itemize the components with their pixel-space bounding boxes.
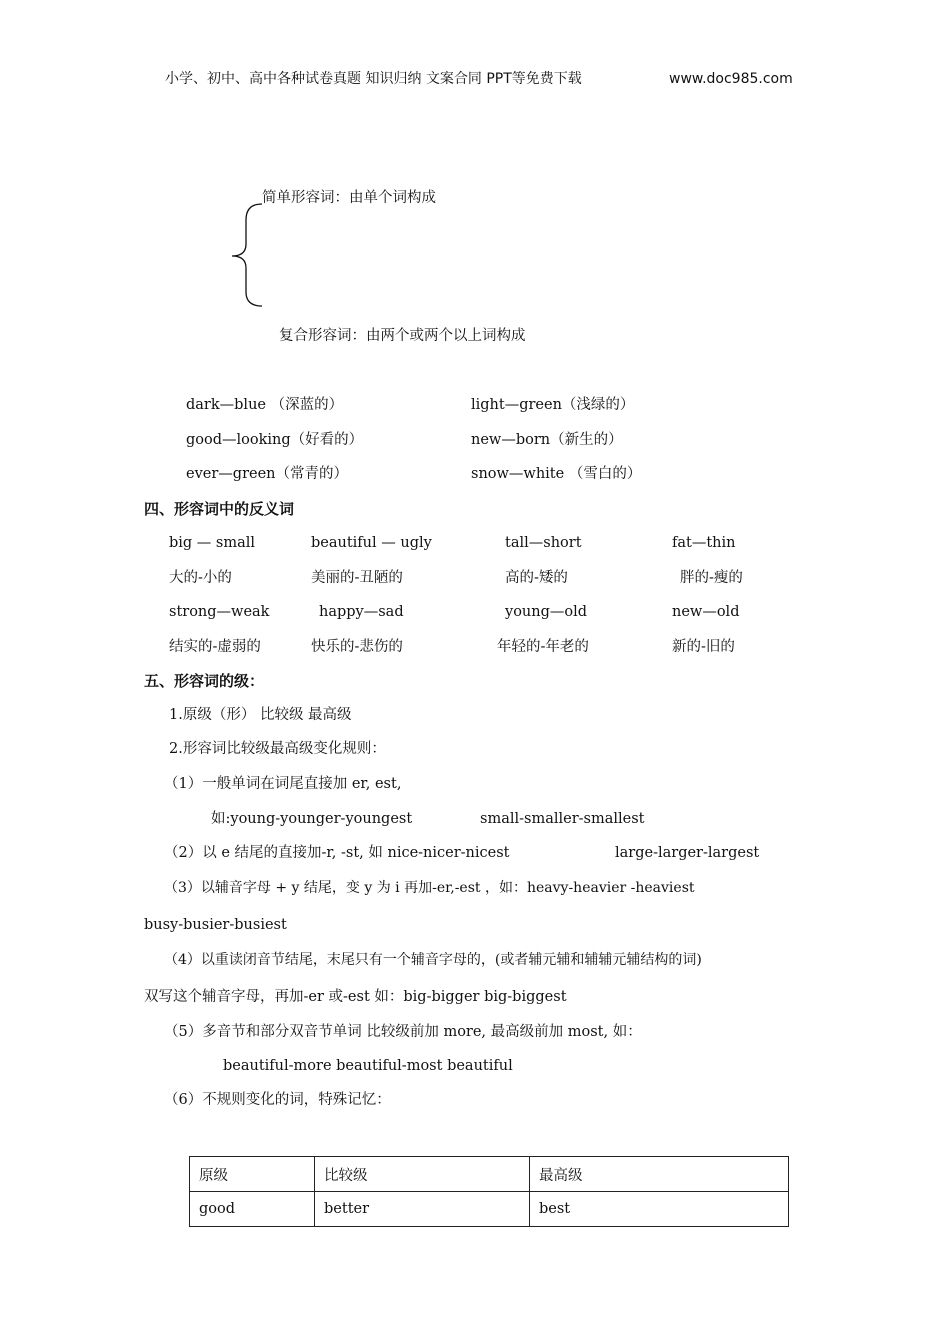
antonym: big — small bbox=[169, 535, 256, 551]
antonym: new—old bbox=[672, 604, 740, 620]
rule-line: （3）以辅音字母 + y 结尾，变 y 为 i 再加-er,-est ，如：heavy-heavier -heaviest bbox=[164, 880, 695, 896]
compound-example: ever—green（常青的） bbox=[186, 466, 348, 482]
section5-title: 五、形容词的级： bbox=[144, 672, 265, 690]
table-header-row bbox=[190, 1157, 789, 1192]
compound-example: light—green（浅绿的） bbox=[471, 397, 635, 413]
compound-example: good—looking（好看的） bbox=[186, 432, 364, 448]
brace-icon bbox=[228, 200, 264, 312]
rule-line: 2.形容词比较级最高级变化规则： bbox=[169, 741, 386, 757]
antonym: 快乐的-悲伤的 bbox=[311, 639, 403, 655]
rule-example: small-smaller-smallest bbox=[480, 811, 645, 827]
rule-line: 双写这个辅音字母，再加-er 或-est 如：big-bigger big-biggest bbox=[144, 989, 567, 1005]
header-url[interactable]: www.doc985.com bbox=[669, 71, 793, 87]
antonym: beautiful — ugly bbox=[311, 535, 432, 551]
antonym: tall—short bbox=[505, 535, 582, 551]
antonym: 结实的-虚弱的 bbox=[169, 639, 261, 655]
section4-title: 四、形容词中的反义词 bbox=[144, 500, 295, 518]
compound-adjective-def: 复合形容词：由两个或两个以上词构成 bbox=[279, 328, 526, 344]
compound-example: snow—white （雪白的） bbox=[471, 466, 642, 482]
table-header-cell: 原级 bbox=[190, 1157, 315, 1192]
table-cell: best bbox=[530, 1192, 789, 1227]
antonym: 美丽的-丑陋的 bbox=[311, 570, 403, 586]
rule-line: （6）不规则变化的词，特殊记忆： bbox=[164, 1092, 391, 1108]
rule-line: （2）以 e 结尾的直接加-r, -st, 如 nice-nicer-nicest bbox=[164, 845, 510, 861]
antonym: 新的-旧的 bbox=[672, 639, 735, 655]
rule-example: beautiful-more beautiful-most beautiful bbox=[223, 1058, 513, 1074]
simple-adjective-def: 简单形容词：由单个词构成 bbox=[262, 190, 436, 206]
antonym: 胖的-瘦的 bbox=[680, 570, 743, 586]
irregular-table bbox=[189, 1156, 789, 1227]
rule-line: （5）多音节和部分双音节单词 比较级前加 more, 最高级前加 most, 如： bbox=[164, 1024, 642, 1040]
rule-line: 1.原级（形） 比较级 最高级 bbox=[169, 707, 352, 723]
antonym: young—old bbox=[505, 604, 588, 620]
header-text: 小学、初中、高中各种试卷真题 知识归纳 文案合同 PPT等免费下载 bbox=[165, 71, 582, 87]
table-cell: better bbox=[315, 1192, 530, 1227]
antonym: 大的-小的 bbox=[169, 570, 232, 586]
antonym: fat—thin bbox=[672, 535, 736, 551]
compound-example: new—born（新生的） bbox=[471, 432, 623, 448]
rule-example: large-larger-largest bbox=[615, 845, 760, 861]
rule-line: （1）一般单词在词尾直接加 er, est, bbox=[164, 776, 402, 792]
antonym: 年轻的-年老的 bbox=[497, 639, 589, 655]
table-header-cell: 比较级 bbox=[315, 1157, 530, 1192]
antonym: strong—weak bbox=[169, 604, 270, 620]
table-header-cell: 最高级 bbox=[530, 1157, 789, 1192]
rule-line: （4）以重读闭音节结尾，末尾只有一个辅音字母的，(或者辅元辅和辅辅元辅结构的词) bbox=[164, 952, 702, 968]
rule-line: busy-busier-busiest bbox=[144, 917, 287, 933]
rule-example: 如:young-younger-youngest bbox=[211, 811, 413, 827]
table-cell: good bbox=[190, 1192, 315, 1227]
antonym: 高的-矮的 bbox=[505, 570, 568, 586]
table-row bbox=[190, 1192, 789, 1227]
compound-example: dark—blue （深蓝的） bbox=[186, 397, 344, 413]
antonym: happy—sad bbox=[319, 604, 404, 620]
